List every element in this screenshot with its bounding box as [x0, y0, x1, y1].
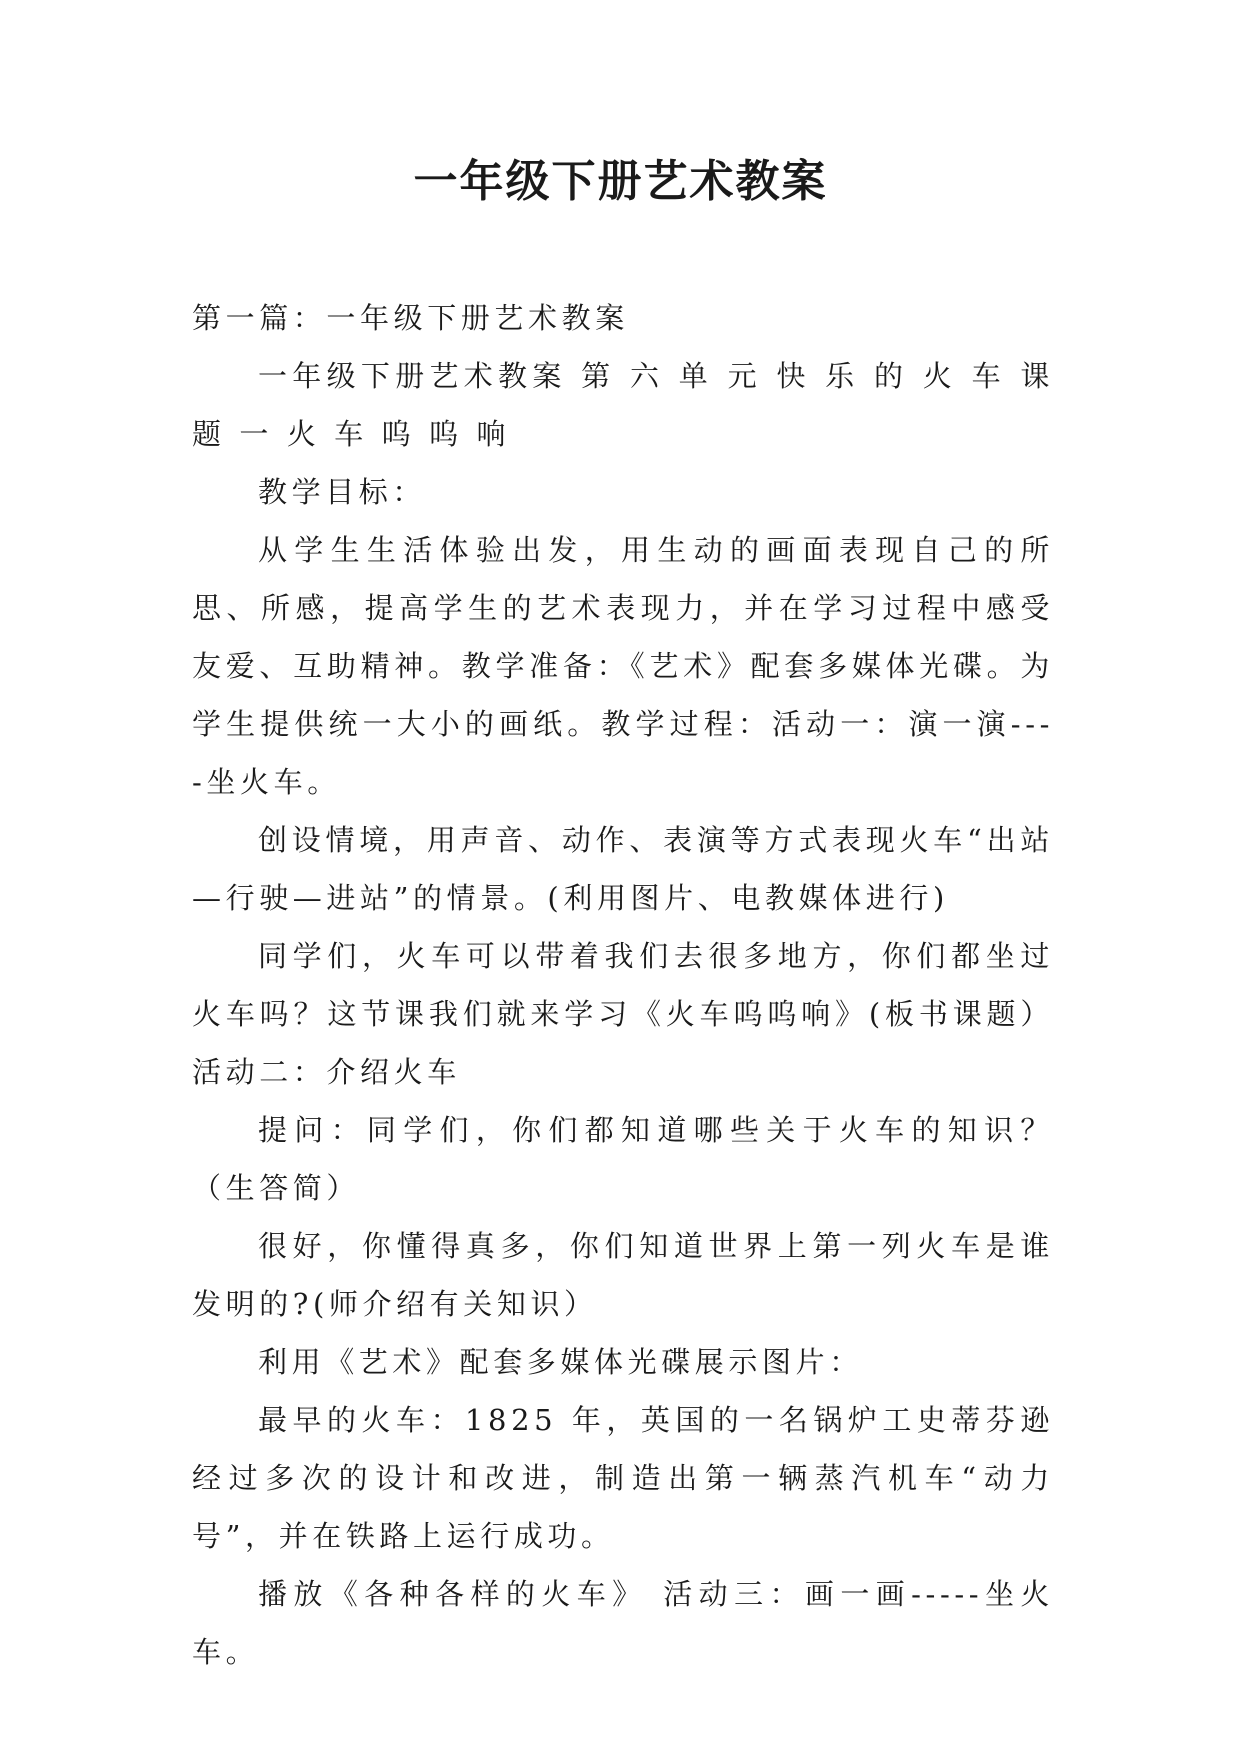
paragraph: 播放《各种各样的火车》 活动三：画一画-----坐火车。 [192, 1577, 1054, 1669]
paragraph: 最早的火车：1825 年，英国的一名锅炉工史蒂芬逊经过多次的设计和改进，制造出第一辆蒸汽机车“动力号”，并在铁路上运行成功。 [192, 1403, 1054, 1553]
document-title: 一年级下册艺术教案 [413, 156, 828, 207]
paragraph: 从学生生活体验出发，用生动的画面表现自己的所思、所感，提高学生的艺术表现力，并在学习过程中感受友爱、互助精神。教学准备：《艺术》配套多媒体光碟。为学生提供统一大小的画纸。教学过程：活动一：演一演----坐火车。 [192, 533, 1054, 799]
lesson-heading: 一年级下册艺术教案 第 六 单 元 快 乐 的 火 车 课 题 一 火 车 呜 呜 响 [192, 359, 1054, 451]
paragraph: 利用《艺术》配套多媒体光碟展示图片： [258, 1345, 863, 1379]
document-body [192, 289, 1054, 1681]
paragraph: 很好，你懂得真多，你们知道世界上第一列火车是谁发明的?(师介绍有关知识） [192, 1229, 1054, 1321]
paragraph: 创设情境，用声音、动作、表演等方式表现火车“出站—行驶—进站”的情景。(利用图片、电教媒体进行) [192, 823, 1054, 915]
paragraph: 同学们，火车可以带着我们去很多地方，你们都坐过火车吗？这节课我们就来学习《火车呜呜响》(板书课题）活动二：介绍火车 [192, 939, 1054, 1089]
section-heading: 第一篇：一年级下册艺术教案 [192, 301, 629, 335]
objectives-label: 教学目标： [258, 475, 427, 509]
paragraph: 提问：同学们，你们都知道哪些关于火车的知识？（生答简） [192, 1113, 1054, 1205]
